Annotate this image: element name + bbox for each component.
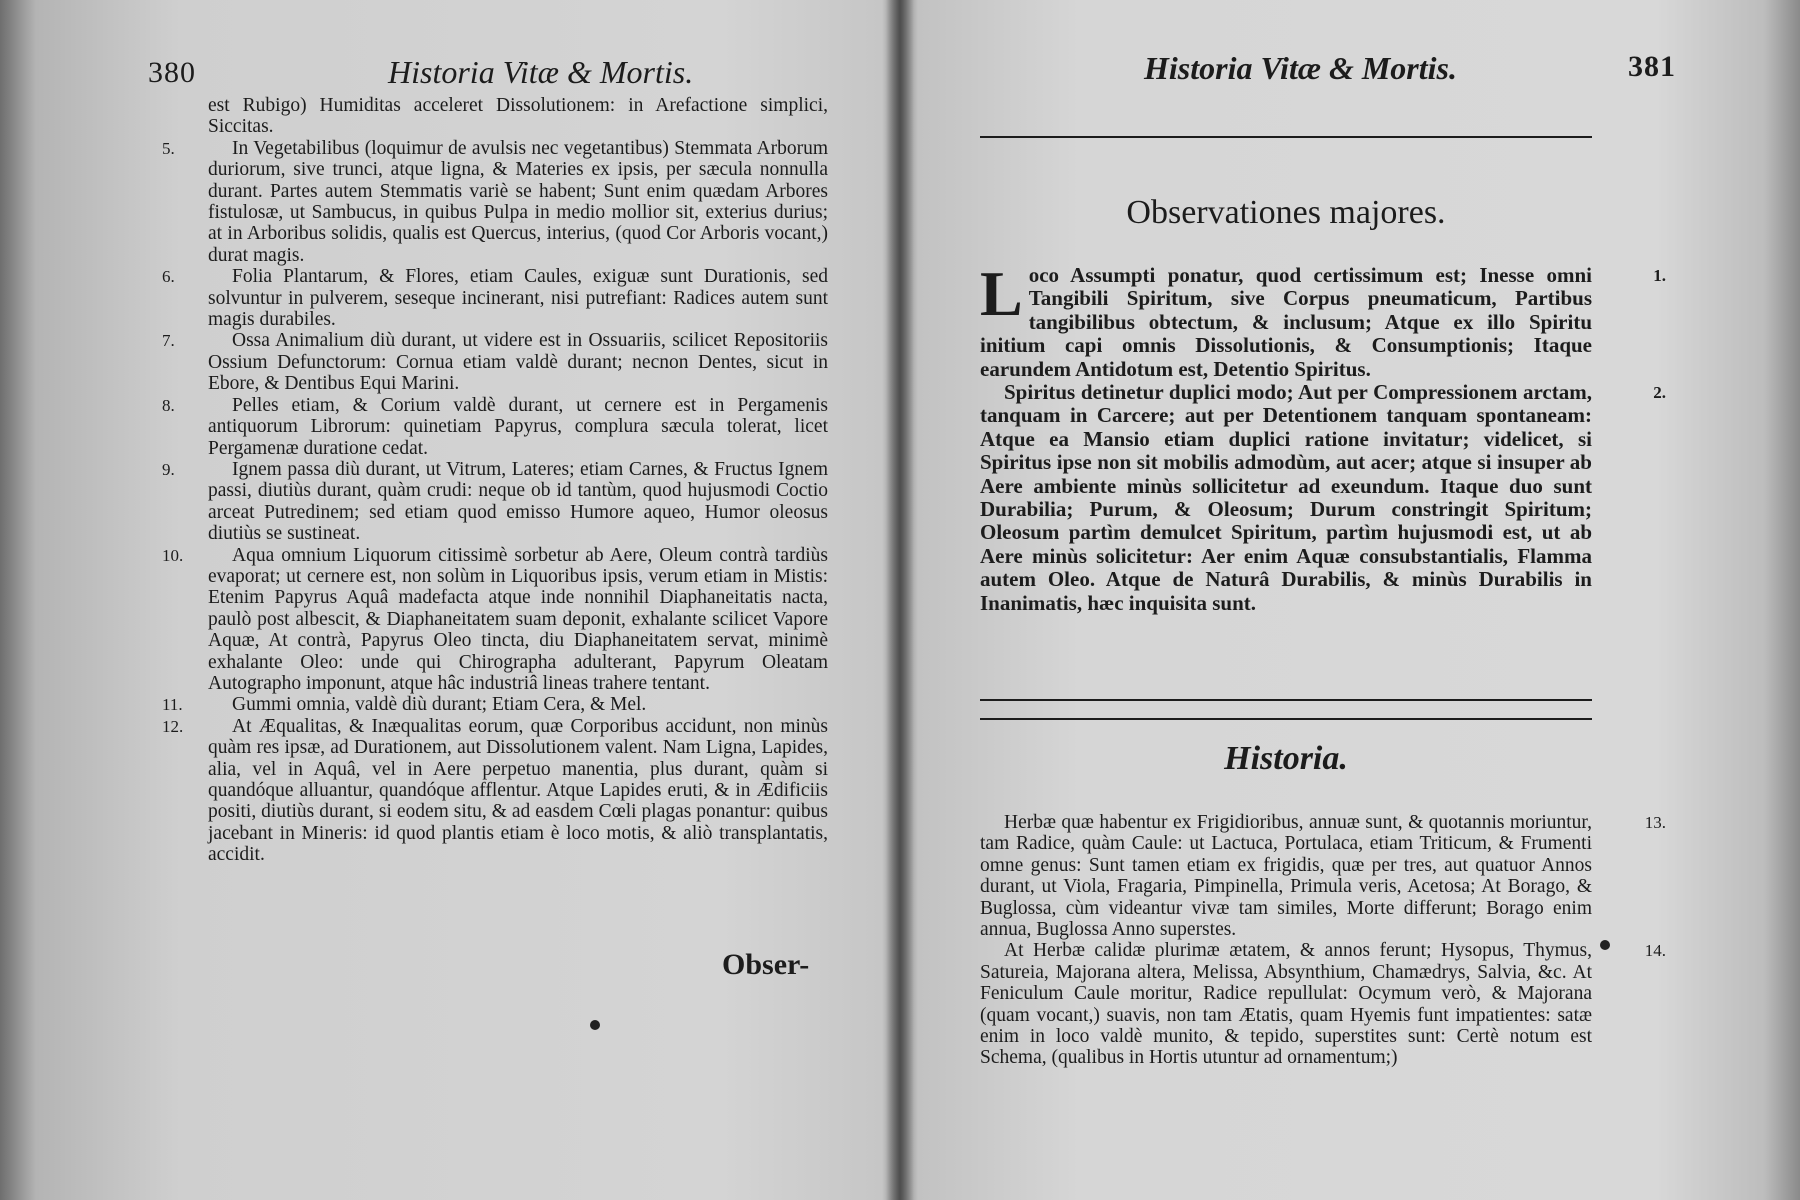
paragraph: 10. Aqua omnium Liquorum citissimè sorbetur ab Aere, Oleum contrà tardiùs evaporat; ut cernere est, non solùm in Liquoribus ipsis, verum etiam in Mistis: Etenim Papyrus Aquâ madefacta atque inde nonnihil Diaphaneitatis nacta, paulò post albescit, & Diaphaneitatem suam deponit, exhalante scilicet Vapore Aquæ, At contrà, Papyrus Oleo tincta, diu Diaphaneitatem servat, minimè exhalante Oleo: unde qui Chirographa adulterant, Papyrum Oleatam Autographo imponunt, atque hâc industriâ lineas trahere tentant.: [208, 545, 828, 695]
paragraph: est Rubigo) Humiditas acceleret Dissolutionem: in Arefactione simplici, Siccitas.: [208, 95, 828, 138]
divider-rule: [980, 718, 1592, 720]
left-running-head: Historia Vitæ & Mortis.: [388, 54, 694, 90]
paragraph-number: 14.: [1644, 941, 1666, 961]
right-folio: 381: [1628, 50, 1676, 83]
paragraph: 9. Ignem passa diù durant, ut Vitrum, Lateres; etiam Carnes, & Fructus Ignem passi, diutiùs durant, quàm crudi: neque ob id tantùm, quod hujusmodi Coctio arceat Putredinem; sed etiam quod emisso Humore aqueo, Humor oleosus diutiùs se sustineat.: [208, 459, 828, 545]
left-folio: 380: [148, 56, 196, 89]
paragraph-number: 11.: [162, 695, 183, 715]
ink-spot: [590, 1020, 600, 1030]
divider-rule: [980, 699, 1592, 701]
bleed-through-text: [210, 880, 810, 1090]
catchword: Obser-: [722, 948, 810, 981]
paragraph: 6. Folia Plantarum, & Flores, etiam Caules, exiguæ sunt Durationis, sed solvuntur in pulverem, seseque incinerant, nisi putrefiant: Radices autem sunt magis durabiles.: [208, 266, 828, 330]
observation-paragraph: 2. Spiritus detinetur duplici modo; Aut per Compressionem arctam, tanquam in Carcere; aut per Detentionem tanquam spontaneam: Atque ea Mansio etiam duplici ratione invitatur; videlicet, si Spiritus ipse non sit mobilis admodùm, aut acer; atque si insuper ab Aere ambiente minùs sollicitetur ad exeundum. Itaque duo sunt Durabilia; Purum, & Oleosum; Durum constringit Spiritum; Oleosum partìm demulcet Spiritum, partìm hujusmodi est, ut ab Aere minùs solicitetur: Aer enim Aquæ consubstantialis, Flamma autem Oleo. Atque de Naturâ Durabilis, & minùs Durabilis in Inanimatis, hæc inquisita sunt.: [980, 380, 1666, 615]
ink-spot: [1600, 940, 1610, 950]
paragraph: 11. Gummi omnia, valdè diù durant; Etiam Cera, & Mel.: [208, 694, 828, 715]
paragraph: 8. Pelles etiam, & Corium valdè durant, ut cernere est in Pergamenis antiquorum Librorum: quinetiam Papyrus, complura sæcula tolerat, licet Pergamenæ duratione cedat.: [208, 395, 828, 459]
section-heading: Observationes majores.: [1126, 194, 1446, 231]
paragraph-number: 13.: [1644, 813, 1666, 832]
paragraph-number: 8.: [162, 395, 175, 415]
history-paragraph: 14. At Herbæ calidæ plurimæ ætatem, & annos ferunt; Hysopus, Thymus, Satureia, Majorana altera, Melissa, Absynthium, Chamædrys, Salvia, &c. At Feniculum Caule moritur, Radice repullulat: Ocymum verò, & Majorana (quam vocant,) suavis, non tam Ætatis, quam Hyemis funt impatientes: satæ enim in loco valdè munito, & tepido, superstites sunt: Certè notum est Schema, (qualibus in Hortis utuntur ad ornamentum;): [980, 940, 1666, 1069]
right-page: [900, 0, 1800, 1200]
history-heading: Historia.: [1224, 740, 1348, 777]
paragraph-number: 10.: [162, 545, 184, 565]
paragraph-number: 2.: [1653, 383, 1666, 403]
paragraph-number: 7.: [162, 331, 175, 351]
right-running-head: Historia Vitæ & Mortis.: [1144, 50, 1457, 86]
observations-block: [980, 258, 1666, 615]
history-paragraph: 13. Herbæ quæ habentur ex Frigidioribus, annuæ sunt, & quotannis moriuntur, tam Radice, quàm Caule: ut Lactuca, Portulaca, etiam Triticum, & Frumenti omne genus: Sunt tamen etiam ex frigidis, quæ per tres, aut quatuor Annos durant, ut Viola, Fragaria, Pimpinella, Primula veris, Acetosa; At Borago, & Buglossa, cùm videantur vivæ tam similes, Morte differunt; Borago enim annua, Buglossa Anno superstes.: [980, 812, 1666, 941]
paragraph-number: 1.: [1653, 266, 1666, 285]
history-block: [980, 812, 1666, 1069]
paragraph-number: 12.: [162, 716, 184, 736]
paragraph-number: 9.: [162, 459, 175, 479]
top-rule: [980, 136, 1592, 138]
drop-cap: L: [980, 258, 1023, 329]
paragraph: 12. At Æqualitas, & Inæqualitas eorum, quæ Corporibus accidunt, non minùs quàm res ipsæ, ad Durationem, aut Dissolutionem valent. Nam Ligna, Lapides, alia, vel in Aquâ, vel in Aere perpetuo manentia, plus durant, quàm si quandóque alluantur, quandóque afflentur. Atque Lapides eruti, & in Ædificiis positi, diutiùs durant, si eodem situ, & ad easdem Cœli plagas ponantur: quibus jacebant in Mineris: id quod plantis etiam è loco motis, & aliò transplantatis, accidit.: [208, 716, 828, 866]
left-page: [0, 0, 896, 1200]
paragraph: 5. In Vegetabilibus (loquimur de avulsis nec vegetantibus) Stemmata Arborum duriorum, sive trunci, atque ligna, & Materies ex ipsis, per sæcula nonnulla durant. Partes autem Stemmatis variè se habent; Sunt enim quædam Arbores fistulosæ, ut Sambucus, in quibus Pulpa in medio mollior sit, exterius durius; at in Arboribus solidis, qualis est Quercus, interius, (quod Cor Arboris vocant,) durat magis.: [208, 138, 828, 266]
left-text-block: [162, 95, 828, 866]
paragraph: 7. Ossa Animalium diù durant, ut videre est in Ossuariis, scilicet Repositoriis Ossium Defunctorum: Cornua etiam valdè durant; necnon Dentes, sicut in Ebore, & Dentibus Equi Marini.: [208, 330, 828, 394]
paragraph-number: 5.: [162, 138, 175, 158]
paragraph-number: 6.: [162, 267, 175, 287]
observation-paragraph: 1. L oco Assumpti ponatur, quod certissimum est; Inesse omni Tangibili Spiritum, sive Corpus pneumaticum, Partibus tangibilibus obtectum, & inclusum; Atque ex illo Spiritu initium capi omnis Dissolutionis, & Consumptionis; Itaque earundem Antidotum est, Detentio Spiritus.: [980, 258, 1666, 381]
